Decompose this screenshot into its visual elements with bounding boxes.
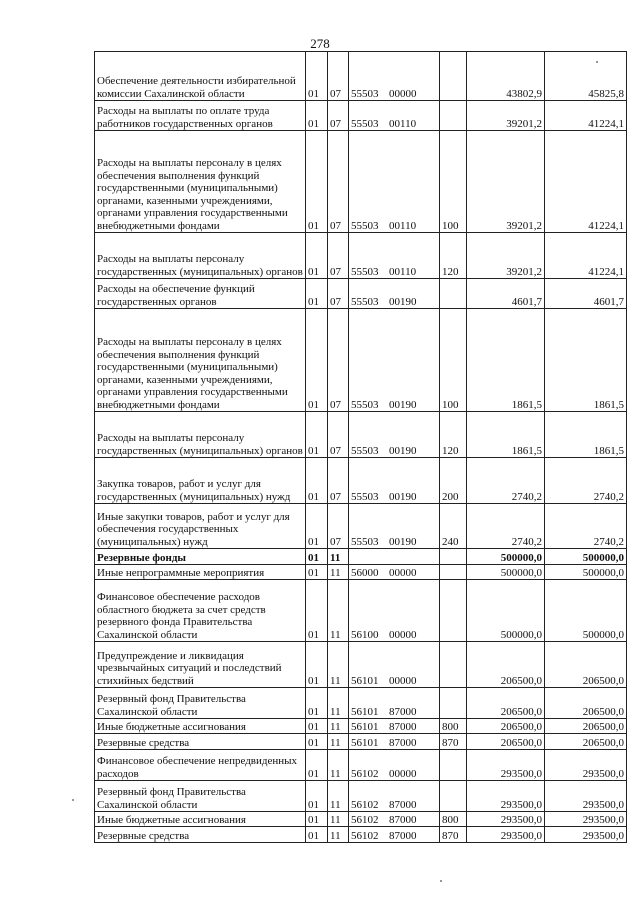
target-article-part2: 00000 <box>389 566 417 579</box>
row-amount-year2: 500000,0 <box>545 549 627 565</box>
row-target-article <box>349 279 440 309</box>
row-expense-type: 870 <box>440 827 467 843</box>
table-row <box>95 734 627 750</box>
row-section: 01 <box>306 734 328 750</box>
target-article-part1: 56101 <box>351 674 379 687</box>
target-article-part1: 55503 <box>351 490 379 503</box>
target-article-part2: 87000 <box>389 736 417 749</box>
row-name: Обеспечение деятельности избирательной комиссии Сахалинской области <box>95 52 306 101</box>
row-name: Финансовое обеспечение непредвиденных расходов <box>95 750 306 781</box>
row-section: 01 <box>306 279 328 309</box>
row-amount-year1: 39201,2 <box>467 233 545 279</box>
row-target-article <box>349 827 440 843</box>
row-name: Резервный фонд Правительства Сахалинской области <box>95 688 306 719</box>
target-article-part2: 00110 <box>389 219 417 232</box>
row-name: Закупка товаров, работ и услуг для государственных (муниципальных) нужд <box>95 458 306 504</box>
row-section: 01 <box>306 688 328 719</box>
row-name: Иные закупки товаров, работ и услуг для обеспечения государственных (муниципальных) нужд <box>95 504 306 549</box>
row-amount-year1: 500000,0 <box>467 549 545 565</box>
row-subsection: 11 <box>328 734 349 750</box>
table-row <box>95 565 627 580</box>
target-article-part1: 55503 <box>351 219 379 232</box>
row-amount-year1: 293500,0 <box>467 750 545 781</box>
table-row <box>95 309 627 412</box>
row-amount-year1: 1861,5 <box>467 412 545 458</box>
row-section: 01 <box>306 549 328 565</box>
target-article-part2: 87000 <box>389 829 417 842</box>
row-section: 01 <box>306 504 328 549</box>
row-target-article <box>349 580 440 642</box>
row-expense-type: 240 <box>440 504 467 549</box>
row-amount-year1: 39201,2 <box>467 101 545 131</box>
row-name: Предупреждение и ликвидация чрезвычайных ситуаций и последствий стихийных бедствий <box>95 642 306 688</box>
row-target-article <box>349 309 440 412</box>
table-row <box>95 279 627 309</box>
row-name: Резервные средства <box>95 827 306 843</box>
page-number: 278 <box>310 36 330 51</box>
target-article-part2: 87000 <box>389 705 417 718</box>
row-section: 01 <box>306 412 328 458</box>
table-row <box>95 750 627 781</box>
row-expense-type: 120 <box>440 233 467 279</box>
scan-speck <box>440 880 442 882</box>
scan-speck <box>72 799 74 801</box>
row-section: 01 <box>306 52 328 101</box>
row-target-article <box>349 750 440 781</box>
row-amount-year2: 206500,0 <box>545 734 627 750</box>
row-amount-year2: 206500,0 <box>545 719 627 734</box>
row-subsection: 11 <box>328 812 349 827</box>
row-expense-type <box>440 580 467 642</box>
target-article-part2: 87000 <box>389 813 417 826</box>
row-section: 01 <box>306 750 328 781</box>
row-amount-year2: 41224,1 <box>545 233 627 279</box>
row-amount-year1: 206500,0 <box>467 688 545 719</box>
target-article-part1: 56101 <box>351 720 379 733</box>
target-article-part1: 55503 <box>351 398 379 411</box>
row-section: 01 <box>306 827 328 843</box>
row-name: Иные бюджетные ассигнования <box>95 719 306 734</box>
row-amount-year2: 293500,0 <box>545 812 627 827</box>
row-amount-year1: 206500,0 <box>467 642 545 688</box>
target-article-part1: 56101 <box>351 736 379 749</box>
row-expense-type: 120 <box>440 412 467 458</box>
table-row <box>95 781 627 812</box>
table-row <box>95 549 627 565</box>
row-expense-type <box>440 52 467 101</box>
row-subsection: 11 <box>328 781 349 812</box>
target-article-part2: 00190 <box>389 398 417 411</box>
row-amount-year2: 293500,0 <box>545 750 627 781</box>
row-subsection: 07 <box>328 233 349 279</box>
row-target-article <box>349 504 440 549</box>
row-subsection: 07 <box>328 131 349 233</box>
row-name: Расходы на обеспечение функций государственных органов <box>95 279 306 309</box>
target-article-part2: 87000 <box>389 798 417 811</box>
target-article-part2: 00190 <box>389 535 417 548</box>
row-amount-year1: 39201,2 <box>467 131 545 233</box>
table-row <box>95 101 627 131</box>
row-expense-type: 800 <box>440 719 467 734</box>
row-expense-type <box>440 642 467 688</box>
row-subsection: 07 <box>328 458 349 504</box>
row-target-article <box>349 642 440 688</box>
row-section: 01 <box>306 580 328 642</box>
table-row <box>95 233 627 279</box>
row-amount-year1: 1861,5 <box>467 309 545 412</box>
table-row <box>95 458 627 504</box>
target-article-part2: 00190 <box>389 295 417 308</box>
target-article-part2: 00110 <box>389 265 417 278</box>
target-article-part1: 56000 <box>351 566 379 579</box>
row-amount-year1: 2740,2 <box>467 458 545 504</box>
row-target-article <box>349 565 440 580</box>
target-article-part2: 00000 <box>389 628 417 641</box>
row-target-article <box>349 688 440 719</box>
row-amount-year1: 4601,7 <box>467 279 545 309</box>
row-section: 01 <box>306 565 328 580</box>
row-name: Расходы на выплаты персоналу государственных (муниципальных) органов <box>95 233 306 279</box>
row-amount-year2: 206500,0 <box>545 688 627 719</box>
row-name: Расходы на выплаты персоналу государственных (муниципальных) органов <box>95 412 306 458</box>
row-section: 01 <box>306 458 328 504</box>
row-expense-type: 800 <box>440 812 467 827</box>
row-amount-year2: 293500,0 <box>545 827 627 843</box>
row-target-article <box>349 458 440 504</box>
row-target-article <box>349 101 440 131</box>
target-article-part1: 56100 <box>351 628 379 641</box>
row-expense-type <box>440 101 467 131</box>
row-target-article <box>349 52 440 101</box>
row-name: Расходы на выплаты по оплате труда работников государственных органов <box>95 101 306 131</box>
row-target-article <box>349 812 440 827</box>
row-amount-year1: 2740,2 <box>467 504 545 549</box>
row-subsection: 11 <box>328 827 349 843</box>
row-target-article <box>349 131 440 233</box>
row-section: 01 <box>306 101 328 131</box>
budget-table-body <box>95 52 627 843</box>
target-article-part1: 55503 <box>351 295 379 308</box>
row-amount-year2: 500000,0 <box>545 565 627 580</box>
row-expense-type <box>440 565 467 580</box>
row-target-article <box>349 233 440 279</box>
row-subsection: 11 <box>328 549 349 565</box>
row-expense-type <box>440 750 467 781</box>
row-section: 01 <box>306 309 328 412</box>
row-name: Резервный фонд Правительства Сахалинской области <box>95 781 306 812</box>
target-article-part1: 55503 <box>351 265 379 278</box>
row-amount-year1: 293500,0 <box>467 812 545 827</box>
row-amount-year2: 293500,0 <box>545 781 627 812</box>
row-target-article <box>349 734 440 750</box>
row-amount-year2: 41224,1 <box>545 101 627 131</box>
table-row <box>95 580 627 642</box>
table-row <box>95 504 627 549</box>
row-expense-type: 100 <box>440 309 467 412</box>
row-section: 01 <box>306 233 328 279</box>
row-subsection: 11 <box>328 565 349 580</box>
target-article-part1: 56102 <box>351 798 379 811</box>
row-amount-year2: 206500,0 <box>545 642 627 688</box>
row-amount-year1: 500000,0 <box>467 565 545 580</box>
row-section: 01 <box>306 642 328 688</box>
table-row <box>95 131 627 233</box>
row-expense-type <box>440 549 467 565</box>
target-article-part1: 55503 <box>351 444 379 457</box>
row-section: 01 <box>306 781 328 812</box>
row-amount-year2: 1861,5 <box>545 309 627 412</box>
table-row <box>95 642 627 688</box>
row-subsection: 07 <box>328 504 349 549</box>
row-amount-year2: 45825,8 <box>545 52 627 101</box>
row-amount-year2: 2740,2 <box>545 458 627 504</box>
target-article-part2: 00110 <box>389 117 417 130</box>
row-amount-year2: 41224,1 <box>545 131 627 233</box>
target-article-part1: 56102 <box>351 813 379 826</box>
row-expense-type: 100 <box>440 131 467 233</box>
table-row <box>95 812 627 827</box>
target-article-part1: 56102 <box>351 829 379 842</box>
target-article-part2: 00190 <box>389 490 417 503</box>
row-expense-type <box>440 781 467 812</box>
row-expense-type <box>440 279 467 309</box>
row-subsection: 11 <box>328 688 349 719</box>
row-name: Резервные средства <box>95 734 306 750</box>
row-amount-year1: 206500,0 <box>467 734 545 750</box>
row-subsection: 11 <box>328 719 349 734</box>
row-expense-type <box>440 688 467 719</box>
target-article-part2: 00000 <box>389 87 417 100</box>
target-article-part1: 56102 <box>351 767 379 780</box>
row-target-article <box>349 719 440 734</box>
row-subsection: 07 <box>328 279 349 309</box>
target-article-part2: 00190 <box>389 444 417 457</box>
row-amount-year1: 500000,0 <box>467 580 545 642</box>
row-amount-year1: 43802,9 <box>467 52 545 101</box>
row-subsection: 07 <box>328 101 349 131</box>
row-amount-year1: 206500,0 <box>467 719 545 734</box>
target-article-part1: 55503 <box>351 535 379 548</box>
target-article-part1: 55503 <box>351 87 379 100</box>
table-row <box>95 52 627 101</box>
table-row <box>95 719 627 734</box>
row-name: Финансовое обеспечение расходов областного бюджета за счет средств резервного фонда Правительства Сахалинской области <box>95 580 306 642</box>
row-subsection: 11 <box>328 750 349 781</box>
row-subsection: 07 <box>328 309 349 412</box>
row-amount-year2: 1861,5 <box>545 412 627 458</box>
row-target-article <box>349 412 440 458</box>
target-article-part2: 00000 <box>389 767 417 780</box>
table-row <box>95 827 627 843</box>
row-name: Иные непрограммные мероприятия <box>95 565 306 580</box>
target-article-part2: 87000 <box>389 720 417 733</box>
row-section: 01 <box>306 131 328 233</box>
row-amount-year2: 2740,2 <box>545 504 627 549</box>
table-row <box>95 412 627 458</box>
row-amount-year1: 293500,0 <box>467 827 545 843</box>
row-name: Резервные фонды <box>95 549 306 565</box>
row-expense-type: 200 <box>440 458 467 504</box>
row-amount-year2: 500000,0 <box>545 580 627 642</box>
row-name: Иные бюджетные ассигнования <box>95 812 306 827</box>
row-target-article <box>349 781 440 812</box>
row-name: Расходы на выплаты персоналу в целях обеспечения выполнения функций государственными (муниципальными) органами, казенными учреждениями, органами управления государственными внебюджетными фондами <box>95 131 306 233</box>
row-subsection: 11 <box>328 642 349 688</box>
target-article-part1: 56101 <box>351 705 379 718</box>
row-subsection: 07 <box>328 52 349 101</box>
row-subsection: 07 <box>328 412 349 458</box>
row-subsection: 11 <box>328 580 349 642</box>
target-article-part1: 55503 <box>351 117 379 130</box>
row-section: 01 <box>306 812 328 827</box>
target-article-part2: 00000 <box>389 674 417 687</box>
budget-table <box>94 51 627 843</box>
row-target-article <box>349 549 440 565</box>
row-amount-year2: 4601,7 <box>545 279 627 309</box>
row-section: 01 <box>306 719 328 734</box>
row-amount-year1: 293500,0 <box>467 781 545 812</box>
row-expense-type: 870 <box>440 734 467 750</box>
row-name: Расходы на выплаты персоналу в целях обеспечения выполнения функций государственными (муниципальными) органами, казенными учреждениями, органами управления государственными внебюджетными фондами <box>95 309 306 412</box>
scan-speck <box>596 61 598 63</box>
table-row <box>95 688 627 719</box>
